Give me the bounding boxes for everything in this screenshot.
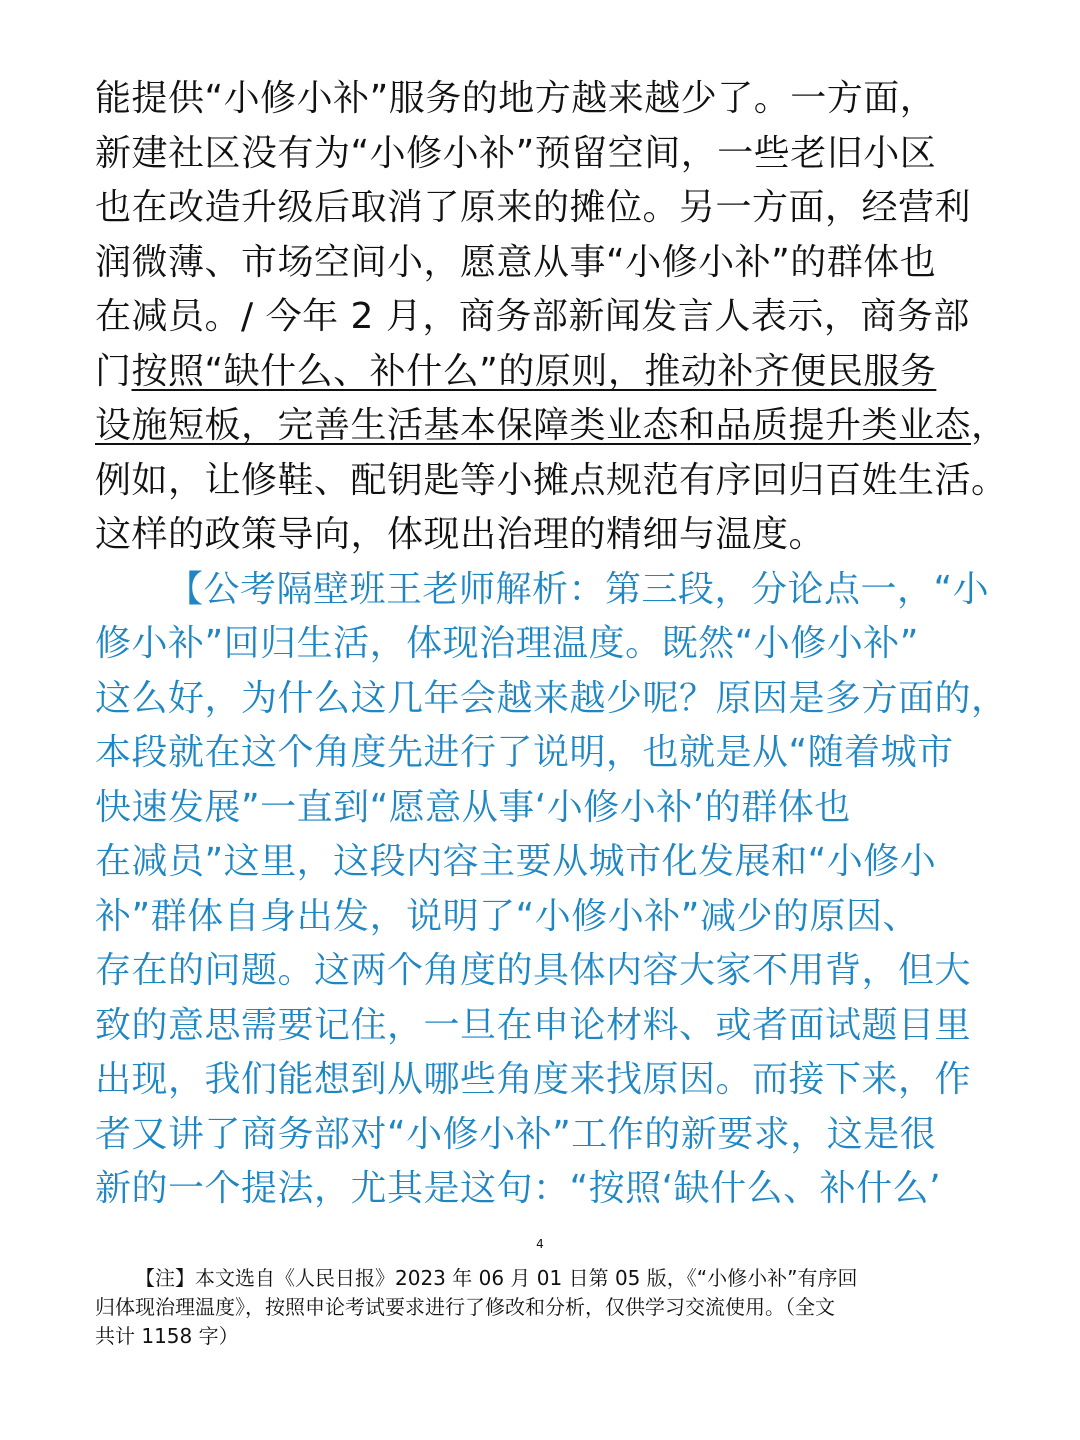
analysis-line-6: 在减员”这里，这段内容主要从城市化发展和“小修小 [95, 841, 937, 882]
page-number: 4 [536, 1237, 544, 1251]
article-line-9: 这样的政策导向，体现出治理的精细与温度。 [95, 514, 826, 555]
footnote-line-1: 【注】本文选自《人民日报》2023 年 06 月 01 日第 05 版，《“小修小补”有序回 [135, 1266, 858, 1290]
article-line-6 [95, 345, 995, 400]
article-line-7-suffix: ， [971, 405, 1008, 446]
underlined-policy-text-1: 按照“缺什么、补什么”的原则，推动补齐便民服务 [131, 350, 937, 392]
article-line-5: 在减员。/ 今年 2 月，商务部新闻发言人表示，商务部 [95, 296, 970, 337]
article-line-3: 也在改造升级后取消了原来的摊位。另一方面，经营利 [95, 187, 972, 228]
analysis-line-3: 这么好，为什么这几年会越来越少呢？原因是多方面的， [95, 677, 1008, 719]
article-line-4: 润微薄、市场空间小，愿意从事“小修小补”的群体也 [95, 241, 937, 283]
analysis-line-9: 致的意思需要记住，一旦在申论材料、或者面试题目里 [95, 1004, 972, 1046]
analysis-line-8: 存在的问题。这两个角度的具体内容大家不用背，但大 [95, 950, 972, 991]
footnote-line-2: 归体现治理温度》，按照申论考试要求进行了修改和分析，仅供学习交流使用。（全文 [95, 1295, 835, 1319]
article-line-7 [95, 399, 1008, 454]
footnote [95, 1264, 990, 1351]
document-page [95, 72, 1008, 1217]
article-line-2: 新建社区没有为“小修小补”预留空间，一些老旧小区 [95, 132, 937, 174]
article-line-1: 能提供“小修小补”服务的地方越来越少了。一方面， [95, 78, 937, 119]
analysis-line-11: 者又讲了商务部对“小修小补”工作的新要求，这是很 [95, 1113, 937, 1155]
analysis-line-5: 快速发展”一直到“愿意从事‘小修小补’的群体也 [95, 786, 851, 828]
analysis-line-10: 出现，我们能想到从哪些角度来找原因。而接下来，作 [95, 1059, 972, 1100]
analysis-line-1: 【公考隔壁班王老师解析：第三段，分论点一，“小 [167, 568, 990, 610]
article-line-8: 例如，让修鞋、配钥匙等小摊点规范有序回归百姓生活。 [95, 459, 1008, 501]
analysis-line-2: 修小补”回归生活，体现治理温度。既然“小修小补” [95, 623, 919, 664]
article-line-6-prefix: 门 [95, 350, 132, 392]
analysis-line-12: 新的一个提法，尤其是这句：“按照‘缺什么、补什么’ [95, 1168, 942, 1209]
analysis-line-7: 补”群体自身出发，说明了“小修小补”减少的原因、 [95, 895, 919, 937]
footnote-line-3: 共计 1158 字） [95, 1324, 239, 1348]
underlined-policy-text-2: 设施短板，完善生活基本保障类业态和品质提升类业态 [95, 405, 972, 446]
analysis-line-4: 本段就在这个角度先进行了说明，也就是从“随着城市 [95, 732, 954, 773]
